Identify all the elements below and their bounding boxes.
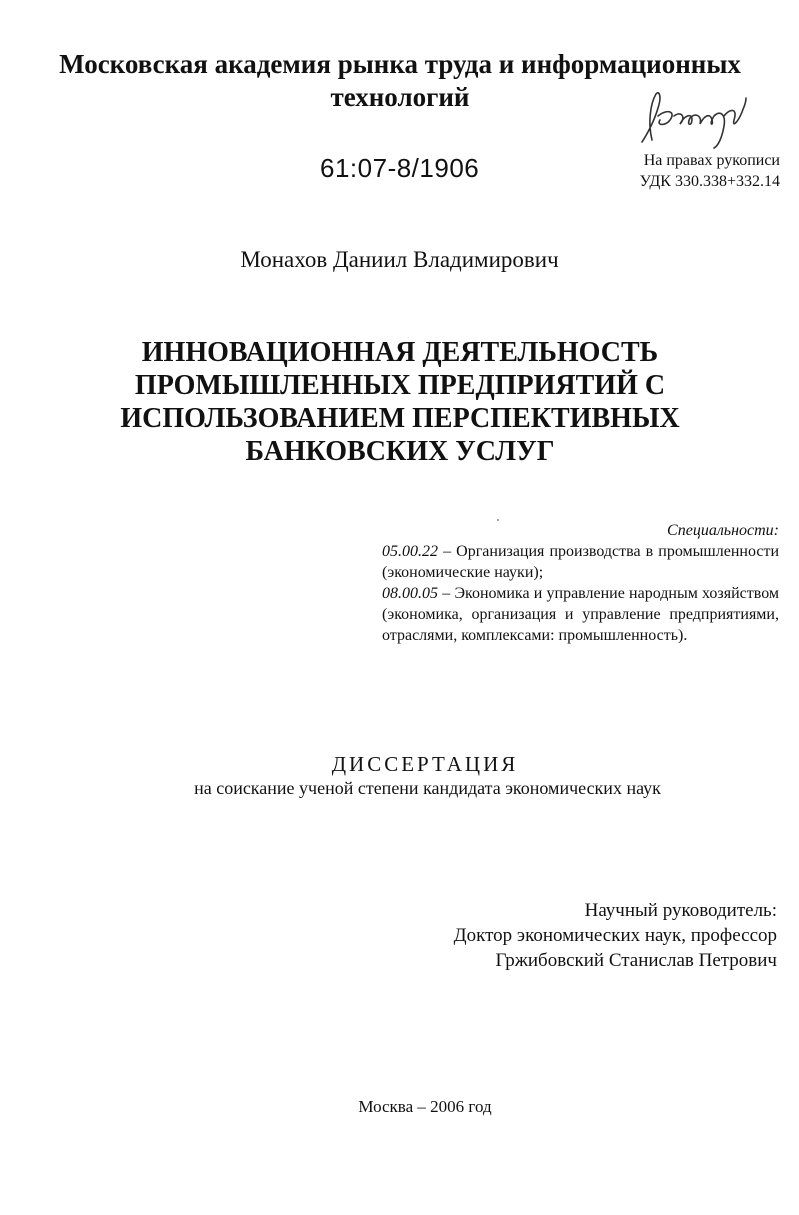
specialty-code: 05.00.22 [382, 543, 438, 560]
document-purpose: на соискание ученой степени кандидата экономических наук [194, 778, 661, 798]
specialties-block [382, 520, 779, 646]
title-line: ИННОВАЦИОННАЯ ДЕЯТЕЛЬНОСТЬ [141, 337, 659, 368]
handwritten-signature [634, 86, 764, 150]
specialty-item [382, 583, 779, 646]
catalog-code: 61:07-8/1906 [320, 153, 480, 183]
document-kind: ДИССЕРТАЦИЯ [331, 752, 519, 776]
supervisor-block [400, 898, 777, 973]
author-name: Монахов Даниил Владимирович [240, 247, 559, 272]
city-year: Москва – 2006 год [358, 1097, 492, 1116]
specialty-code: 08.00.05 [382, 585, 438, 602]
supervisor-name: Гржибовский Станислав Петрович [495, 950, 777, 971]
specialty-text: Экономика и управление народным хозяйством (экономика, организация и управление предприятиями, отраслями, комплексами: промышленность). [382, 585, 780, 644]
title-line: ИСПОЛЬЗОВАНИЕМ ПЕРСПЕКТИВНЫХ [120, 403, 680, 434]
organization-line-1: Московская академия рынка труда и информационных [59, 49, 741, 79]
supervisor-role: Научный руководитель: [584, 900, 777, 921]
udc-code: УДК 330.338+332.14 [639, 173, 780, 190]
title-line: ПРОМЫШЛЕННЫХ ПРЕДПРИЯТИЙ С [134, 370, 666, 401]
rights-block [600, 150, 780, 192]
title-line: БАНКОВСКИХ УСЛУГ [245, 436, 555, 467]
specialty-item [382, 541, 779, 583]
specialty-dash: – [442, 585, 451, 602]
specialties-heading: Специальности: [667, 522, 779, 539]
specialty-text: Организация производства в промышленности (экономические науки); [382, 543, 780, 581]
dissertation-title [60, 336, 740, 468]
specialty-dash: – [443, 543, 452, 560]
organization-line-2: технологий [330, 82, 470, 112]
rights-note: На правах рукописи [643, 152, 780, 169]
supervisor-degree: Доктор экономических наук, профессор [453, 925, 777, 946]
